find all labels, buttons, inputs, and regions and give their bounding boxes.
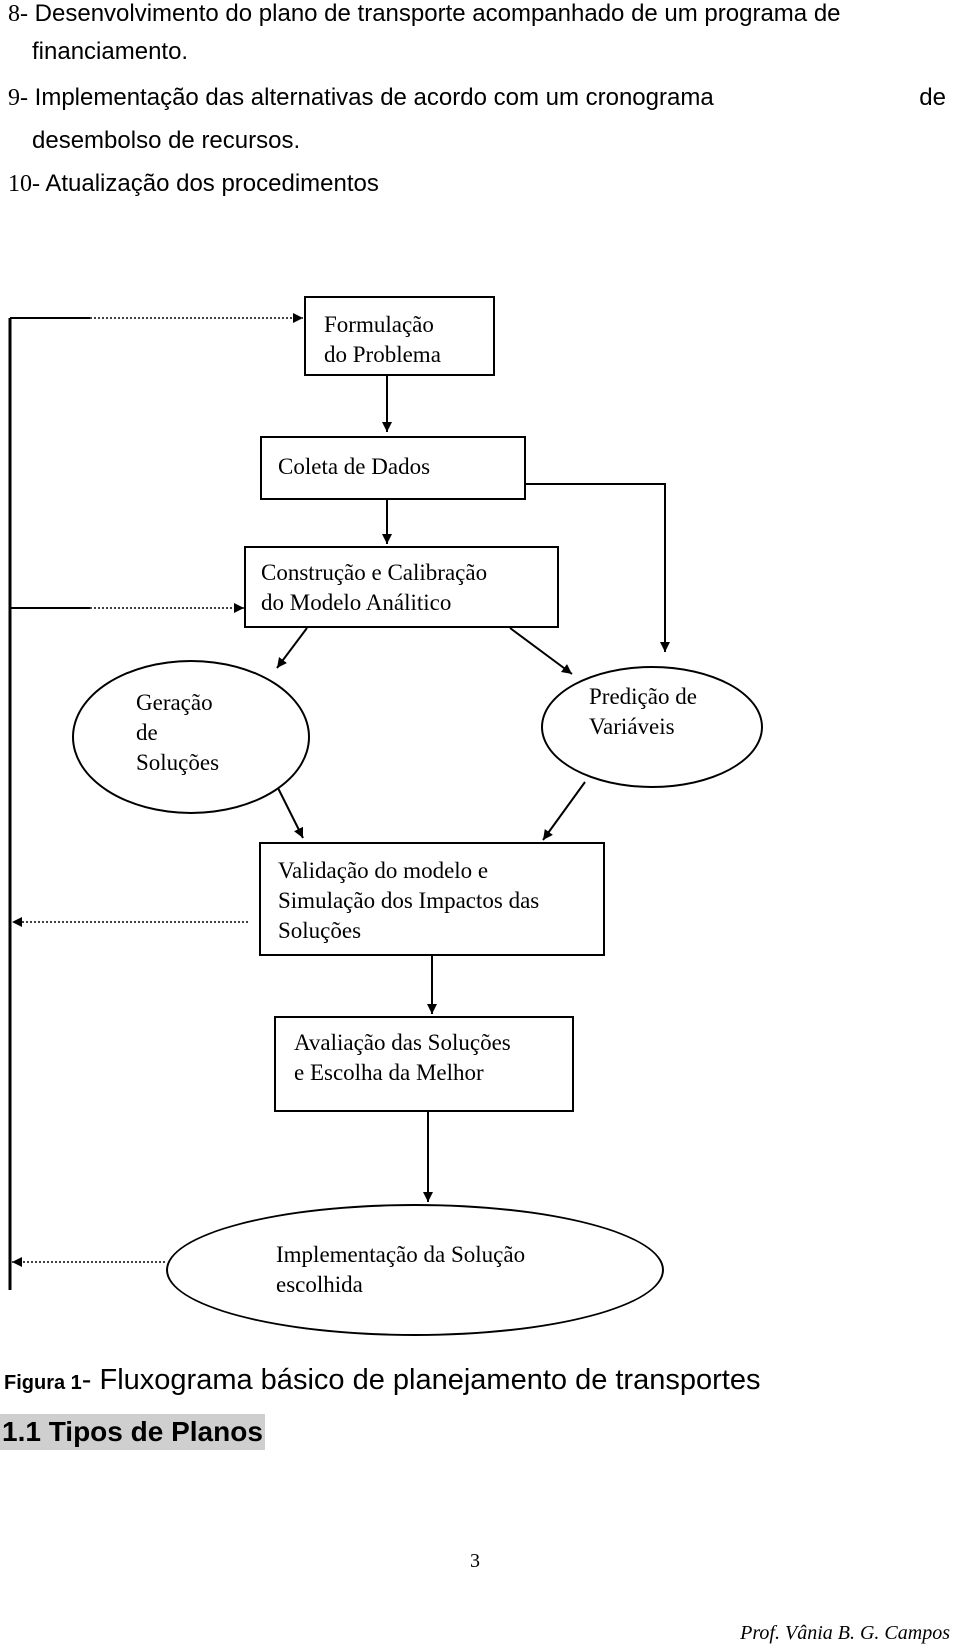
figure-label: Figura 1 bbox=[4, 1372, 82, 1394]
item-text: Atualização dos procedimentos bbox=[45, 170, 379, 197]
figure-caption-text: - Fluxograma básico de planejamento de transportes bbox=[81, 1364, 761, 1396]
item-text: Implementação das alternativas de acordo com um cronograma bbox=[34, 84, 714, 111]
item-number: 9- bbox=[8, 85, 28, 111]
section-heading: 1.1 Tipos de Planos bbox=[0, 1414, 265, 1450]
item-number: 8- bbox=[8, 1, 28, 27]
ellipse-predicao-variaveis: Predição de Variáveis bbox=[541, 666, 763, 788]
item-number: 10- bbox=[8, 171, 40, 197]
list-item-9-cont: desembolso de recursos. bbox=[32, 127, 301, 154]
box-construcao-calibracao: Construção e Calibração do Modelo Análitico bbox=[244, 546, 559, 628]
ellipse-implementacao-solucao: Implementação da Solução escolhida bbox=[166, 1204, 664, 1336]
box-validacao-simulacao: Validação do modelo e Simulação dos Impactos das Soluções bbox=[259, 842, 605, 956]
box-formulacao-problema: Formulação do Problema bbox=[304, 296, 495, 376]
item-text: Desenvolvimento do plano de transporte acompanhado de um programa de bbox=[34, 0, 841, 27]
box-coleta-dados: Coleta de Dados bbox=[260, 436, 526, 500]
item-text-end: de bbox=[919, 84, 946, 111]
figure-caption bbox=[4, 1364, 760, 1397]
list-item-8-cont: financiamento. bbox=[32, 38, 189, 65]
footer-author: Prof. Vânia B. G. Campos bbox=[740, 1622, 950, 1644]
ellipse-geracao-solucoes: Geração de Soluções bbox=[72, 660, 310, 814]
box-avaliacao-solucoes: Avaliação das Soluções e Escolha da Melhor bbox=[274, 1016, 574, 1112]
page-number: 3 bbox=[470, 1550, 480, 1572]
